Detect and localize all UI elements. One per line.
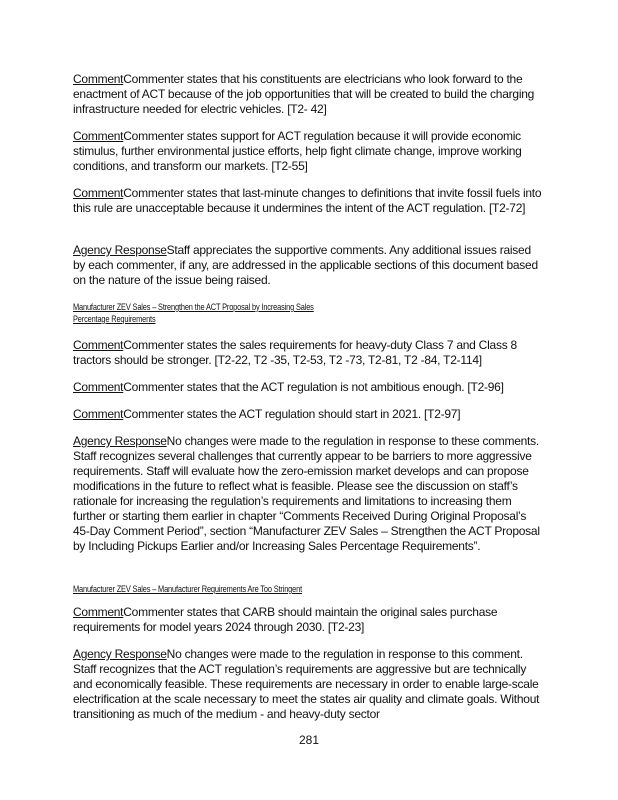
- agency-response-label: Agency Response: [73, 243, 167, 257]
- section-heading: [73, 584, 441, 596]
- comment-label: Comment: [73, 186, 124, 200]
- comment-text: Commenter states the ACT regulation should start in 2021. [T2-97]: [123, 407, 461, 421]
- agency-response-label: Agency Response: [73, 647, 167, 661]
- comment-label: Comment: [73, 338, 124, 352]
- agency-response-paragraph: [73, 647, 545, 722]
- agency-response-text: No changes were made to the regulation in response to these comments. Staff recognizes several challenges that currently appear to be barriers to more aggressive requirements. Staff will evaluate how the zero-emission market develops and can propose modifications in the future to reflect what is feasible. Please see the discussion on staff’s rationale for increasing the regulation’s requirements and limitations to increasing them further or starting them earlier in chapter “Comments Received During Original Proposal’s 45-Day Comment Period”, section “Manufacturer ZEV Sales – Strengthen the ACT Proposal by Including Pickups Earlier and/or Increasing Sales Percentage Requirements”.: [73, 434, 540, 553]
- comment-text: Commenter states the sales requirements for heavy-duty Class 7 and Class 8 tractors should be stronger. [T2-22, T2 -35, T2-53, T2 -73, T2-81, T2 -84, T2-114]: [73, 338, 517, 367]
- comment-paragraph: [73, 129, 545, 174]
- comment-paragraph: [73, 72, 545, 117]
- comment-label: Comment: [73, 72, 124, 86]
- section-heading: [73, 302, 441, 326]
- comment-paragraph: [73, 186, 545, 216]
- page-number: 281: [298, 733, 320, 747]
- agency-response-text: No changes were made to the regulation in response to this comment. Staff recognizes that the ACT regulation’s requirements are aggressive but are technically and economically feasible. These requirements are necessary in order to enable large-scale electrification at the scale necessary to meet the states air quality and climate goals. Without transitioning as much of the medium - and heavy-duty sector: [73, 647, 540, 721]
- comment-paragraph: [73, 605, 545, 635]
- agency-response-paragraph: [73, 243, 545, 288]
- comment-paragraph: [73, 338, 545, 368]
- comment-label: Comment: [73, 605, 124, 619]
- section-heading-line: Percentage Requirements: [73, 314, 156, 325]
- comment-paragraph: [73, 380, 545, 395]
- section-heading-line: Manufacturer ZEV Sales – Strengthen the ACT Proposal by Increasing Sales: [73, 302, 314, 313]
- comment-text: Commenter states that the ACT regulation is not ambitious enough. [T2-96]: [123, 380, 504, 394]
- comment-label: Comment: [73, 380, 124, 394]
- agency-response-paragraph: [73, 434, 545, 554]
- section-heading-line: Manufacturer ZEV Sales – Manufacturer Requirements Are Too Stringent: [73, 584, 302, 595]
- agency-response-text: Staff appreciates the supportive comments. Any additional issues raised by each commenter, if any, are addressed in the applicable sections of this document based on the nature of the issue being raised.: [73, 243, 538, 287]
- agency-response-label: Agency Response: [73, 434, 167, 448]
- comment-text: Commenter states support for ACT regulation because it will provide economic stimulus, further environmental justice efforts, help fight climate change, improve working conditions, and transform our markets. [T2-55]: [73, 129, 522, 173]
- comment-label: Comment: [73, 129, 124, 143]
- comment-text: Commenter states that his constituents are electricians who look forward to the enactment of ACT because of the job opportunities that will be created to build the charging infrastructure needed for electric vehicles. [T2- 42]: [73, 72, 535, 116]
- comment-paragraph: [73, 407, 545, 422]
- comment-label: Comment: [73, 407, 124, 421]
- comment-text: Commenter states that last-minute changes to definitions that invite fossil fuels into this rule are unacceptable because it undermines the intent of the ACT regulation. [T2-72]: [73, 186, 542, 215]
- comment-text: Commenter states that CARB should maintain the original sales purchase requirements for model years 2024 through 2030. [T2-23]: [73, 605, 498, 634]
